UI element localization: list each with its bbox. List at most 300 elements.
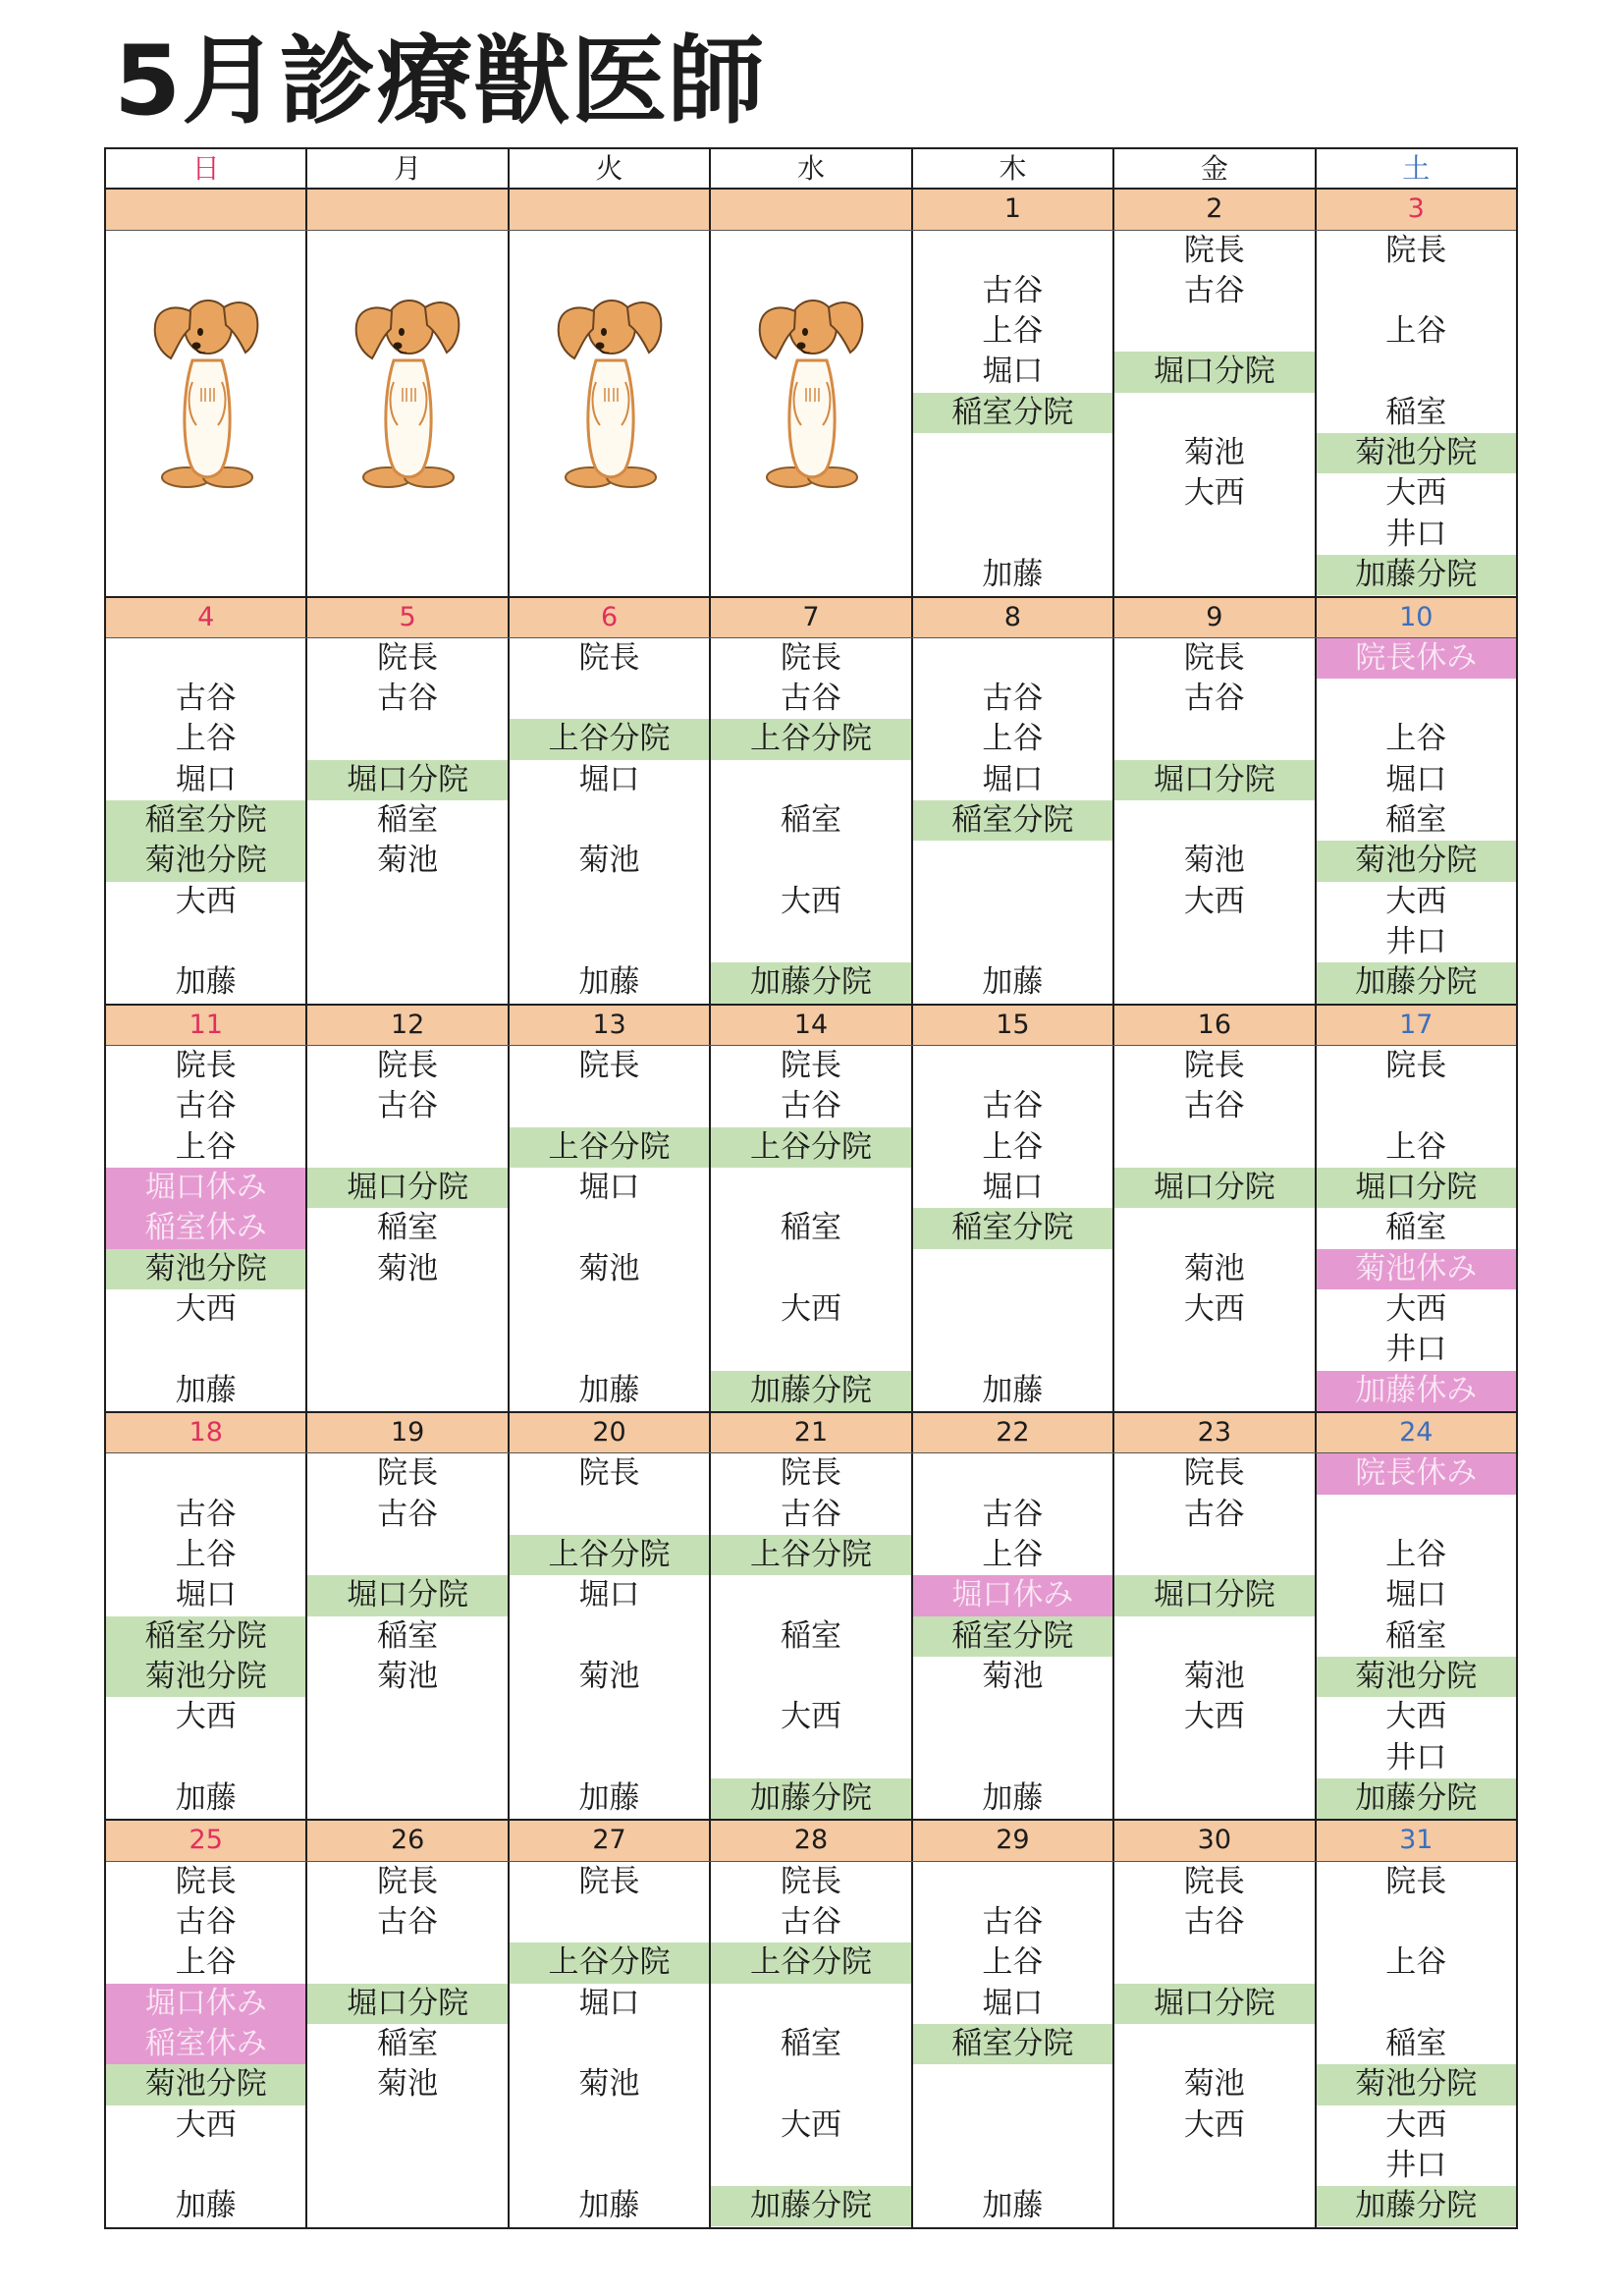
vet-entry: 井口: [1385, 923, 1447, 959]
empty-slot: [510, 922, 709, 962]
vet-entry: 上谷: [982, 313, 1044, 350]
date-number: 22: [913, 1413, 1114, 1452]
vet-entry: 加藤: [982, 1779, 1044, 1816]
weekday-monday: 月: [307, 149, 509, 188]
day-cell: [1317, 1453, 1516, 1819]
vet-entry: 大西: [780, 1699, 841, 1735]
vet-entry: 古谷: [982, 272, 1044, 308]
empty-slot: [1317, 1902, 1516, 1942]
vet-entry: 堀口: [982, 354, 1044, 390]
vet-entry: 稲室休み: [106, 2024, 305, 2064]
vet-entry: 古谷: [175, 1904, 237, 1941]
empty-slot: [1114, 393, 1314, 433]
vet-entry: 加藤: [175, 1779, 237, 1816]
empty-slot: [510, 800, 709, 841]
vet-entry: 井口: [1385, 516, 1447, 552]
vet-entry: 院長: [780, 1455, 841, 1492]
date-number: 7: [711, 598, 912, 637]
week-body-row: [106, 1453, 1516, 1819]
day-cell: [1317, 1046, 1516, 1411]
day-cell: [913, 1453, 1114, 1819]
empty-slot: [510, 2024, 709, 2064]
date-number: 15: [913, 1006, 1114, 1045]
date-number: 13: [510, 1006, 711, 1045]
empty-slot: [1114, 1738, 1314, 1778]
vet-entry: 菊池: [377, 1658, 439, 1694]
vet-entry: 院長: [780, 639, 841, 676]
empty-slot: [1114, 1616, 1314, 1657]
empty-slot: [1114, 2146, 1314, 2186]
vet-entry: 菊池: [578, 2066, 640, 2103]
vet-entry: 菊池休み: [1317, 1249, 1516, 1289]
vet-entry: 稲室分院: [106, 1616, 305, 1657]
vet-entry: 上谷: [1385, 1537, 1447, 1573]
vet-entry: 院長: [780, 1863, 841, 1899]
vet-entry: 稲室: [377, 1210, 439, 1246]
vet-entry: 稲室分院: [913, 1616, 1112, 1657]
vet-entry: 大西: [1183, 1699, 1245, 1735]
vet-entry: 上谷: [1385, 721, 1447, 757]
day-cell: [106, 1862, 307, 2227]
empty-slot: [510, 2146, 709, 2186]
vet-entry: 加藤: [578, 1372, 640, 1408]
date-row: [106, 1006, 1516, 1046]
day-cell: [1114, 231, 1316, 596]
vet-entry: 院長: [1385, 1863, 1447, 1899]
week-body-row: [106, 638, 1516, 1004]
week-block: [106, 1413, 1516, 1821]
vet-entry: 上谷分院: [711, 719, 910, 759]
vet-entry: 上谷分院: [711, 1942, 910, 1983]
date-number: 29: [913, 1821, 1114, 1860]
week-block: [106, 598, 1516, 1006]
empty-slot: [1114, 1127, 1314, 1168]
vet-entry: 古谷: [1183, 681, 1245, 717]
vet-entry: 加藤分院: [1317, 555, 1516, 595]
date-number: 17: [1399, 1009, 1434, 1040]
vet-entry: 院長: [578, 1863, 640, 1899]
rabbit-illustration: [349, 286, 466, 492]
vet-entry: 院長休み: [1317, 1453, 1516, 1494]
date-number: 21: [711, 1413, 912, 1452]
empty-slot: [510, 2105, 709, 2146]
date-number: [307, 190, 509, 229]
week-block: [106, 1006, 1516, 1413]
weekday-sunday: 日: [106, 149, 307, 188]
vet-entry: 古谷: [175, 1496, 237, 1532]
vet-entry: 院長: [1385, 232, 1447, 268]
vet-entry: 堀口分院: [1114, 1575, 1314, 1615]
vet-entry: 上谷分院: [510, 1127, 709, 1168]
date-number: 28: [711, 1821, 912, 1860]
vet-entry: 古谷: [175, 681, 237, 717]
date-number: 10: [1399, 601, 1434, 632]
empty-slot: [1114, 1942, 1314, 1983]
vet-entry: 菊池: [1183, 2066, 1245, 2103]
vet-entry: 稲室: [377, 802, 439, 839]
empty-slot: [913, 1453, 1112, 1494]
vet-entry: 大西: [1385, 883, 1447, 919]
vet-entry: 稲室: [1385, 1617, 1447, 1654]
weekday-saturday: 土: [1402, 152, 1431, 185]
vet-entry: 上谷: [175, 1944, 237, 1981]
vet-entry: 堀口分院: [1114, 1168, 1314, 1208]
empty-slot: [510, 1289, 709, 1330]
day-cell: [711, 231, 912, 596]
vet-entry: 稲室分院: [913, 2024, 1112, 2064]
page-title: 5月診療獣医師: [114, 26, 766, 137]
empty-slot: [711, 922, 910, 962]
empty-slot: [711, 1738, 910, 1778]
weeks-container: [106, 190, 1516, 2226]
empty-slot: [1114, 311, 1314, 352]
vet-entry: 大西: [1385, 1699, 1447, 1735]
weekday-header-row: [106, 149, 1516, 190]
empty-slot: [913, 841, 1112, 881]
vet-entry: 院長: [578, 639, 640, 676]
vet-entry: 古谷: [377, 1904, 439, 1941]
empty-slot: [913, 1330, 1112, 1370]
day-cell: [1317, 638, 1516, 1004]
vet-entry: 院長: [377, 1455, 439, 1492]
empty-slot: [1317, 1495, 1516, 1535]
empty-slot: [106, 1453, 305, 1494]
date-number: 6: [510, 598, 711, 637]
empty-slot: [307, 1371, 507, 1411]
vet-entry: 堀口: [1385, 1577, 1447, 1613]
empty-slot: [307, 1778, 507, 1819]
vet-entry: 加藤分院: [1317, 2186, 1516, 2226]
empty-slot: [1114, 515, 1314, 555]
vet-entry: 加藤: [175, 2188, 237, 2224]
empty-slot: [106, 1330, 305, 1370]
vet-entry: 院長: [377, 1863, 439, 1899]
empty-slot: [307, 2186, 507, 2226]
vet-entry: 院長: [377, 1048, 439, 1084]
vet-entry: 加藤: [982, 964, 1044, 1001]
day-cell: [307, 1453, 509, 1819]
vet-entry: 院長休み: [1317, 638, 1516, 679]
empty-slot: [106, 638, 305, 679]
week-block: [106, 190, 1516, 597]
day-cell: [307, 1046, 509, 1411]
empty-slot: [510, 1330, 709, 1370]
vet-entry: 上谷: [982, 1944, 1044, 1981]
vet-entry: 院長: [1183, 639, 1245, 676]
empty-slot: [1114, 2024, 1314, 2064]
vet-entry: 井口: [1385, 1739, 1447, 1776]
vet-entry: 院長: [1183, 1455, 1245, 1492]
empty-slot: [307, 1127, 507, 1168]
empty-slot: [711, 760, 910, 800]
vet-entry: 上谷分院: [510, 719, 709, 759]
vet-entry: 菊池: [578, 843, 640, 879]
vet-entry: 古谷: [982, 681, 1044, 717]
empty-slot: [711, 1657, 910, 1697]
date-row: [106, 1413, 1516, 1453]
vet-entry: 堀口: [175, 1577, 237, 1613]
vet-entry: 院長: [175, 1048, 237, 1084]
vet-entry: 堀口: [578, 1985, 640, 2021]
vet-entry: 上谷分院: [510, 1535, 709, 1575]
date-number: 19: [307, 1413, 509, 1452]
date-number: 25: [106, 1821, 307, 1860]
vet-entry: 古谷: [780, 1904, 841, 1941]
date-number: 20: [510, 1413, 711, 1452]
vet-entry: 加藤: [578, 2188, 640, 2224]
empty-slot: [307, 962, 507, 1003]
day-cell: [711, 1862, 912, 2227]
vet-entry: 院長: [1385, 1048, 1447, 1084]
vet-entry: 稲室: [780, 1617, 841, 1654]
empty-slot: [307, 922, 507, 962]
vet-entry: 古谷: [982, 1904, 1044, 1941]
date-row: [106, 1821, 1516, 1861]
empty-slot: [913, 922, 1112, 962]
vet-entry: 稲室: [1385, 2025, 1447, 2061]
vet-entry: 大西: [780, 2106, 841, 2143]
vet-entry: 堀口分院: [307, 1984, 507, 2024]
empty-slot: [510, 1738, 709, 1778]
empty-slot: [510, 679, 709, 719]
vet-entry: 菊池: [377, 2066, 439, 2103]
vet-entry: 加藤: [175, 964, 237, 1001]
vet-entry: 上谷: [1385, 1944, 1447, 1981]
weekday-tuesday: 火: [510, 149, 711, 188]
empty-slot: [307, 719, 507, 759]
empty-slot: [1114, 555, 1314, 595]
calendar-table: [104, 147, 1518, 2229]
date-number: 2: [1114, 190, 1316, 229]
empty-slot: [1317, 352, 1516, 392]
vet-entry: 上谷: [982, 721, 1044, 757]
empty-slot: [711, 1168, 910, 1208]
date-number: [711, 190, 912, 229]
vet-entry: 大西: [1385, 2106, 1447, 2143]
week-body-row: [106, 1046, 1516, 1411]
vet-entry: 加藤分院: [711, 1371, 910, 1411]
vet-entry: 古谷: [377, 681, 439, 717]
vet-entry: 稲室: [780, 1210, 841, 1246]
date-number: 16: [1114, 1006, 1316, 1045]
vet-entry: 稲室分院: [106, 800, 305, 841]
empty-slot: [913, 1738, 1112, 1778]
empty-slot: [913, 2064, 1112, 2105]
vet-entry: 堀口: [982, 1985, 1044, 2021]
vet-entry: 古谷: [982, 1496, 1044, 1532]
empty-slot: [711, 1575, 910, 1615]
vet-entry: 堀口分院: [1114, 352, 1314, 392]
vet-entry: 大西: [1183, 883, 1245, 919]
day-cell: [1114, 1453, 1316, 1819]
day-cell: [1114, 1046, 1316, 1411]
vet-entry: 大西: [175, 1699, 237, 1735]
day-cell: [307, 638, 509, 1004]
date-number: [510, 190, 711, 229]
date-number: 18: [106, 1413, 307, 1452]
empty-slot: [711, 841, 910, 881]
empty-slot: [1114, 962, 1314, 1003]
day-cell: [711, 1453, 912, 1819]
vet-entry: 古谷: [1183, 1088, 1245, 1124]
date-number: 30: [1114, 1821, 1316, 1860]
vet-entry: 菊池分院: [1317, 841, 1516, 881]
vet-entry: 院長: [1183, 1863, 1245, 1899]
vet-entry: 古谷: [1183, 1904, 1245, 1941]
empty-slot: [913, 1862, 1112, 1902]
empty-slot: [1114, 2186, 1314, 2226]
vet-entry: 古谷: [780, 681, 841, 717]
vet-entry: 堀口分院: [307, 760, 507, 800]
week-body-row: [106, 231, 1516, 596]
empty-slot: [711, 2064, 910, 2105]
vet-entry: 稲室: [377, 2025, 439, 2061]
vet-entry: 菊池分院: [106, 2064, 305, 2105]
empty-slot: [510, 1616, 709, 1657]
vet-entry: 院長: [1183, 232, 1245, 268]
empty-slot: [1114, 719, 1314, 759]
vet-entry: 稲室分院: [913, 393, 1112, 433]
day-cell: [1317, 231, 1516, 596]
empty-slot: [307, 1330, 507, 1370]
rabbit-illustration: [147, 286, 265, 492]
day-cell: [510, 1046, 711, 1411]
vet-entry: 加藤分院: [1317, 1778, 1516, 1819]
empty-slot: [307, 1942, 507, 1983]
vet-entry: 菊池: [1183, 435, 1245, 471]
day-cell: [913, 638, 1114, 1004]
day-cell: [510, 1862, 711, 2227]
vet-entry: 古谷: [982, 1088, 1044, 1124]
date-number: 3: [1407, 193, 1425, 225]
vet-entry: 上谷: [982, 1537, 1044, 1573]
vet-entry: 堀口分院: [307, 1575, 507, 1615]
day-cell: [106, 231, 307, 596]
date-number: 24: [1399, 1417, 1434, 1449]
vet-entry: 上谷分院: [510, 1942, 709, 1983]
empty-slot: [1317, 1984, 1516, 2024]
vet-entry: 稲室分院: [913, 800, 1112, 841]
vet-entry: 堀口休み: [106, 1168, 305, 1208]
date-number: 26: [307, 1821, 509, 1860]
vet-entry: 堀口: [578, 761, 640, 797]
vet-entry: 稲室: [377, 1617, 439, 1654]
vet-entry: 菊池: [377, 843, 439, 879]
vet-entry: 上谷: [1385, 313, 1447, 350]
empty-slot: [307, 1289, 507, 1330]
empty-slot: [1114, 800, 1314, 841]
empty-slot: [307, 2105, 507, 2146]
vet-entry: 堀口休み: [913, 1575, 1112, 1615]
vet-entry: 堀口: [982, 761, 1044, 797]
empty-slot: [913, 638, 1112, 679]
vet-entry: 加藤分院: [711, 962, 910, 1003]
vet-entry: 加藤: [982, 1372, 1044, 1408]
weekday-thursday: 木: [913, 149, 1114, 188]
date-number: 23: [1114, 1413, 1316, 1452]
vet-entry: 堀口: [982, 1170, 1044, 1206]
date-number: 9: [1114, 598, 1316, 637]
vet-entry: 大西: [780, 1290, 841, 1327]
vet-entry: 院長: [1183, 1048, 1245, 1084]
vet-entry: 稲室: [780, 2025, 841, 2061]
empty-slot: [1114, 1535, 1314, 1575]
vet-entry: 古谷: [377, 1496, 439, 1532]
date-row: [106, 190, 1516, 230]
vet-entry: 稲室分院: [913, 1208, 1112, 1248]
vet-entry: 菊池: [578, 1250, 640, 1286]
weekday-friday: 金: [1114, 149, 1316, 188]
vet-entry: 古谷: [780, 1088, 841, 1124]
vet-entry: 加藤: [982, 2188, 1044, 2224]
empty-slot: [913, 515, 1112, 555]
empty-slot: [1317, 1086, 1516, 1126]
day-cell: [106, 638, 307, 1004]
vet-entry: 古谷: [377, 1088, 439, 1124]
day-cell: [1114, 638, 1316, 1004]
day-cell: [510, 638, 711, 1004]
vet-entry: 菊池分院: [1317, 2064, 1516, 2105]
vet-entry: 菊池分院: [1317, 433, 1516, 473]
day-cell: [106, 1046, 307, 1411]
vet-entry: 大西: [780, 883, 841, 919]
vet-entry: 古谷: [780, 1496, 841, 1532]
vet-entry: 加藤: [578, 964, 640, 1001]
day-cell: [106, 1453, 307, 1819]
day-cell: [711, 1046, 912, 1411]
date-number: 27: [510, 1821, 711, 1860]
day-cell: [307, 231, 509, 596]
vet-entry: 大西: [175, 883, 237, 919]
vet-entry: 井口: [1385, 2147, 1447, 2183]
vet-entry: 院長: [578, 1455, 640, 1492]
day-cell: [913, 1862, 1114, 2227]
vet-entry: 大西: [175, 2106, 237, 2143]
empty-slot: [913, 1046, 1112, 1086]
empty-slot: [106, 922, 305, 962]
weekday-wednesday: 水: [711, 149, 912, 188]
vet-entry: 上谷: [982, 1128, 1044, 1165]
vet-entry: 堀口: [578, 1577, 640, 1613]
week-body-row: [106, 1862, 1516, 2227]
day-cell: [913, 231, 1114, 596]
vet-entry: 稲室: [1385, 802, 1447, 839]
vet-entry: 大西: [1183, 1290, 1245, 1327]
vet-entry: 加藤分院: [711, 1778, 910, 1819]
vet-entry: 菊池分院: [106, 841, 305, 881]
empty-slot: [510, 1697, 709, 1737]
day-cell: [1317, 1862, 1516, 2227]
vet-entry: 大西: [1385, 475, 1447, 512]
empty-slot: [913, 1249, 1112, 1289]
empty-slot: [711, 1984, 910, 2024]
empty-slot: [106, 1738, 305, 1778]
empty-slot: [1114, 1208, 1314, 1248]
vet-entry: 上谷: [1385, 1128, 1447, 1165]
vet-entry: 菊池分院: [106, 1249, 305, 1289]
empty-slot: [711, 2146, 910, 2186]
vet-entry: 菊池分院: [106, 1657, 305, 1697]
rabbit-illustration: [551, 286, 669, 492]
empty-slot: [913, 1289, 1112, 1330]
empty-slot: [307, 2146, 507, 2186]
vet-entry: 菊池: [377, 1250, 439, 1286]
vet-entry: 稲室: [1385, 394, 1447, 430]
vet-entry: 稲室: [1385, 1210, 1447, 1246]
vet-entry: 大西: [1183, 2106, 1245, 2143]
vet-entry: 菊池: [1183, 843, 1245, 879]
empty-slot: [106, 2146, 305, 2186]
